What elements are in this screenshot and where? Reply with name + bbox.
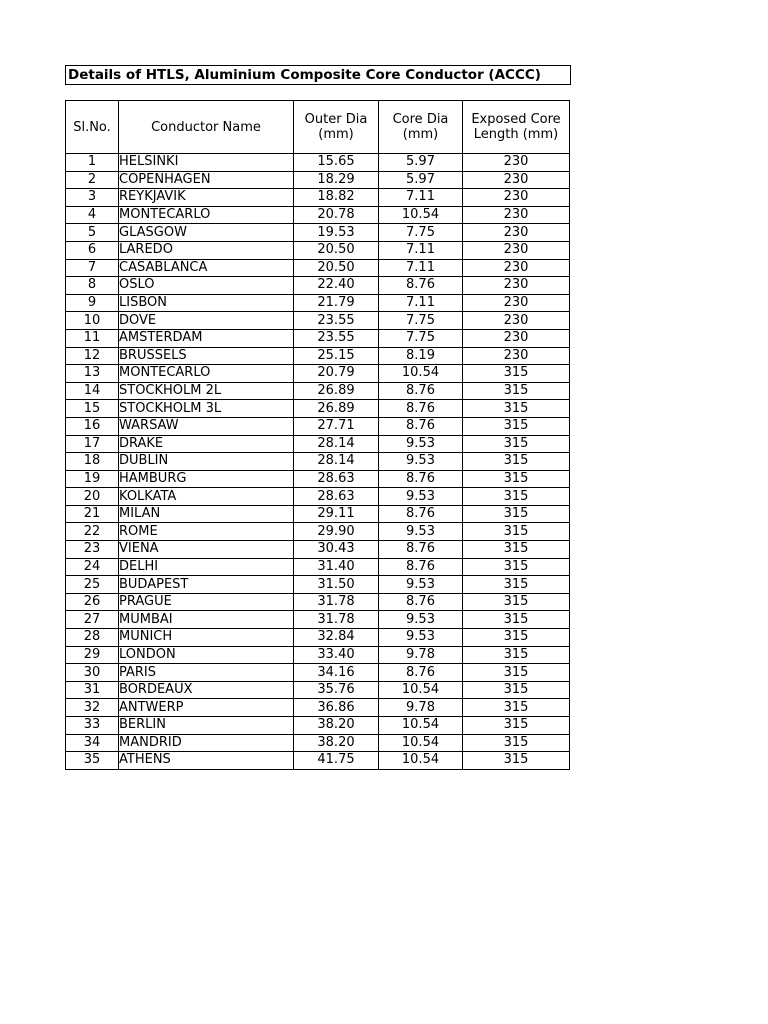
cell-core-dia: 8.76 xyxy=(379,400,463,418)
cell-exposed-core-length: 315 xyxy=(463,664,570,682)
cell-core-dia: 10.54 xyxy=(379,206,463,224)
cell-sl-no: 21 xyxy=(66,505,119,523)
cell-core-dia: 9.78 xyxy=(379,699,463,717)
header-conductor-name xyxy=(119,101,294,154)
table-row xyxy=(66,365,570,383)
cell-sl-no: 22 xyxy=(66,523,119,541)
cell-sl-no: 33 xyxy=(66,717,119,735)
cell-outer-dia: 18.82 xyxy=(294,189,379,207)
cell-core-dia: 7.75 xyxy=(379,329,463,347)
cell-core-dia: 9.53 xyxy=(379,629,463,647)
cell-core-dia: 8.76 xyxy=(379,417,463,435)
table-row xyxy=(66,523,570,541)
table-row xyxy=(66,154,570,172)
cell-sl-no: 7 xyxy=(66,259,119,277)
cell-outer-dia: 21.79 xyxy=(294,294,379,312)
cell-conductor-name: STOCKHOLM 2L xyxy=(119,382,294,400)
table-row xyxy=(66,259,570,277)
cell-sl-no: 31 xyxy=(66,681,119,699)
table-row xyxy=(66,593,570,611)
cell-sl-no: 23 xyxy=(66,541,119,559)
cell-conductor-name: ROME xyxy=(119,523,294,541)
cell-core-dia: 8.76 xyxy=(379,505,463,523)
conductor-table xyxy=(65,100,570,770)
cell-conductor-name: BRUSSELS xyxy=(119,347,294,365)
cell-exposed-core-length: 315 xyxy=(463,505,570,523)
cell-conductor-name: BUDAPEST xyxy=(119,576,294,594)
table-row xyxy=(66,277,570,295)
page-title: Details of HTLS, Aluminium Composite Core Conductor (ACCC) xyxy=(65,65,571,85)
cell-conductor-name: PRAGUE xyxy=(119,593,294,611)
cell-exposed-core-length: 315 xyxy=(463,541,570,559)
cell-sl-no: 6 xyxy=(66,241,119,259)
cell-sl-no: 25 xyxy=(66,576,119,594)
cell-exposed-core-length: 315 xyxy=(463,558,570,576)
cell-outer-dia: 34.16 xyxy=(294,664,379,682)
cell-core-dia: 9.53 xyxy=(379,576,463,594)
cell-exposed-core-length: 230 xyxy=(463,224,570,242)
header-conductor-name-label: Conductor Name xyxy=(151,119,261,135)
cell-exposed-core-length: 315 xyxy=(463,453,570,471)
cell-outer-dia: 15.65 xyxy=(294,154,379,172)
cell-core-dia: 9.53 xyxy=(379,523,463,541)
table-row xyxy=(66,664,570,682)
cell-conductor-name: LONDON xyxy=(119,646,294,664)
table-row xyxy=(66,558,570,576)
cell-conductor-name: LAREDO xyxy=(119,241,294,259)
cell-sl-no: 17 xyxy=(66,435,119,453)
cell-core-dia: 7.11 xyxy=(379,294,463,312)
cell-conductor-name: DRAKE xyxy=(119,435,294,453)
table-row xyxy=(66,470,570,488)
cell-sl-no: 26 xyxy=(66,593,119,611)
header-outer-dia-line1: Outer Dia xyxy=(304,112,368,127)
cell-outer-dia: 38.20 xyxy=(294,734,379,752)
cell-exposed-core-length: 315 xyxy=(463,734,570,752)
table-row xyxy=(66,382,570,400)
cell-exposed-core-length: 315 xyxy=(463,576,570,594)
cell-sl-no: 1 xyxy=(66,154,119,172)
cell-conductor-name: OSLO xyxy=(119,277,294,295)
cell-exposed-core-length: 230 xyxy=(463,294,570,312)
header-exposed-line1: Exposed Core xyxy=(471,112,561,127)
table-row xyxy=(66,541,570,559)
cell-outer-dia: 41.75 xyxy=(294,752,379,770)
cell-conductor-name: STOCKHOLM 3L xyxy=(119,400,294,418)
cell-core-dia: 8.76 xyxy=(379,470,463,488)
cell-sl-no: 18 xyxy=(66,453,119,471)
cell-exposed-core-length: 315 xyxy=(463,611,570,629)
cell-conductor-name: MANDRID xyxy=(119,734,294,752)
cell-sl-no: 13 xyxy=(66,365,119,383)
cell-core-dia: 10.54 xyxy=(379,717,463,735)
cell-core-dia: 8.76 xyxy=(379,558,463,576)
table-row xyxy=(66,505,570,523)
cell-sl-no: 8 xyxy=(66,277,119,295)
cell-conductor-name: HELSINKI xyxy=(119,154,294,172)
cell-outer-dia: 22.40 xyxy=(294,277,379,295)
cell-outer-dia: 35.76 xyxy=(294,681,379,699)
table-row xyxy=(66,681,570,699)
cell-outer-dia: 28.63 xyxy=(294,488,379,506)
cell-sl-no: 12 xyxy=(66,347,119,365)
cell-sl-no: 34 xyxy=(66,734,119,752)
cell-sl-no: 11 xyxy=(66,329,119,347)
cell-exposed-core-length: 315 xyxy=(463,365,570,383)
cell-outer-dia: 26.89 xyxy=(294,382,379,400)
cell-core-dia: 10.54 xyxy=(379,752,463,770)
cell-outer-dia: 36.86 xyxy=(294,699,379,717)
cell-outer-dia: 28.14 xyxy=(294,435,379,453)
cell-sl-no: 16 xyxy=(66,417,119,435)
header-outer-dia-line2: (mm) xyxy=(318,127,354,142)
cell-exposed-core-length: 230 xyxy=(463,259,570,277)
cell-exposed-core-length: 315 xyxy=(463,593,570,611)
table-row xyxy=(66,717,570,735)
cell-sl-no: 5 xyxy=(66,224,119,242)
cell-sl-no: 29 xyxy=(66,646,119,664)
cell-outer-dia: 31.40 xyxy=(294,558,379,576)
table-row xyxy=(66,224,570,242)
cell-sl-no: 2 xyxy=(66,171,119,189)
table-row xyxy=(66,752,570,770)
table-row xyxy=(66,189,570,207)
cell-outer-dia: 18.29 xyxy=(294,171,379,189)
cell-exposed-core-length: 315 xyxy=(463,629,570,647)
cell-core-dia: 7.75 xyxy=(379,312,463,330)
cell-conductor-name: MONTECARLO xyxy=(119,365,294,383)
cell-core-dia: 9.53 xyxy=(379,611,463,629)
cell-outer-dia: 25.15 xyxy=(294,347,379,365)
cell-core-dia: 9.53 xyxy=(379,488,463,506)
header-core-dia-line1: Core Dia xyxy=(392,112,449,127)
cell-conductor-name: CASABLANCA xyxy=(119,259,294,277)
cell-core-dia: 7.11 xyxy=(379,189,463,207)
cell-conductor-name: KOLKATA xyxy=(119,488,294,506)
header-sl-no-label: Sl.No. xyxy=(73,119,111,135)
cell-conductor-name: DOVE xyxy=(119,312,294,330)
cell-core-dia: 8.76 xyxy=(379,541,463,559)
cell-exposed-core-length: 230 xyxy=(463,277,570,295)
cell-outer-dia: 31.78 xyxy=(294,593,379,611)
cell-conductor-name: GLASGOW xyxy=(119,224,294,242)
cell-core-dia: 7.11 xyxy=(379,241,463,259)
cell-conductor-name: LISBON xyxy=(119,294,294,312)
header-core-dia-line2: (mm) xyxy=(402,127,439,142)
cell-core-dia: 8.76 xyxy=(379,664,463,682)
header-row xyxy=(66,101,570,154)
cell-conductor-name: BERLIN xyxy=(119,717,294,735)
cell-sl-no: 10 xyxy=(66,312,119,330)
cell-exposed-core-length: 230 xyxy=(463,241,570,259)
table-row xyxy=(66,699,570,717)
cell-conductor-name: DELHI xyxy=(119,558,294,576)
cell-conductor-name: BORDEAUX xyxy=(119,681,294,699)
cell-exposed-core-length: 315 xyxy=(463,699,570,717)
cell-exposed-core-length: 230 xyxy=(463,206,570,224)
cell-outer-dia: 29.11 xyxy=(294,505,379,523)
cell-outer-dia: 29.90 xyxy=(294,523,379,541)
cell-exposed-core-length: 315 xyxy=(463,646,570,664)
cell-sl-no: 35 xyxy=(66,752,119,770)
cell-core-dia: 8.76 xyxy=(379,277,463,295)
cell-exposed-core-length: 315 xyxy=(463,382,570,400)
cell-exposed-core-length: 315 xyxy=(463,752,570,770)
cell-core-dia: 9.78 xyxy=(379,646,463,664)
cell-core-dia: 7.11 xyxy=(379,259,463,277)
cell-outer-dia: 20.78 xyxy=(294,206,379,224)
table-row xyxy=(66,629,570,647)
cell-core-dia: 10.54 xyxy=(379,681,463,699)
cell-conductor-name: PARIS xyxy=(119,664,294,682)
cell-sl-no: 15 xyxy=(66,400,119,418)
header-sl-no xyxy=(66,101,119,154)
header-core-dia xyxy=(379,101,463,154)
cell-exposed-core-length: 315 xyxy=(463,681,570,699)
cell-exposed-core-length: 315 xyxy=(463,435,570,453)
cell-outer-dia: 19.53 xyxy=(294,224,379,242)
cell-exposed-core-length: 230 xyxy=(463,171,570,189)
cell-core-dia: 7.75 xyxy=(379,224,463,242)
cell-outer-dia: 27.71 xyxy=(294,417,379,435)
table-row xyxy=(66,294,570,312)
header-outer-dia xyxy=(294,101,379,154)
cell-exposed-core-length: 315 xyxy=(463,488,570,506)
cell-core-dia: 10.54 xyxy=(379,734,463,752)
cell-conductor-name: REYKJAVIK xyxy=(119,189,294,207)
header-exposed-core-length xyxy=(463,101,570,154)
cell-sl-no: 3 xyxy=(66,189,119,207)
cell-sl-no: 27 xyxy=(66,611,119,629)
table-row xyxy=(66,734,570,752)
table-row xyxy=(66,329,570,347)
cell-core-dia: 8.76 xyxy=(379,382,463,400)
cell-outer-dia: 31.50 xyxy=(294,576,379,594)
cell-core-dia: 9.53 xyxy=(379,453,463,471)
cell-sl-no: 9 xyxy=(66,294,119,312)
table-row xyxy=(66,241,570,259)
table-row xyxy=(66,611,570,629)
header-exposed-line2: Length (mm) xyxy=(473,127,559,142)
cell-outer-dia: 28.14 xyxy=(294,453,379,471)
table-row xyxy=(66,453,570,471)
table-row xyxy=(66,488,570,506)
cell-exposed-core-length: 315 xyxy=(463,523,570,541)
cell-sl-no: 32 xyxy=(66,699,119,717)
cell-outer-dia: 28.63 xyxy=(294,470,379,488)
cell-exposed-core-length: 230 xyxy=(463,329,570,347)
table-row xyxy=(66,417,570,435)
table-row xyxy=(66,576,570,594)
table-row xyxy=(66,435,570,453)
cell-conductor-name: HAMBURG xyxy=(119,470,294,488)
cell-sl-no: 19 xyxy=(66,470,119,488)
table-row xyxy=(66,206,570,224)
cell-conductor-name: AMSTERDAM xyxy=(119,329,294,347)
cell-exposed-core-length: 230 xyxy=(463,189,570,207)
cell-core-dia: 8.76 xyxy=(379,593,463,611)
cell-conductor-name: COPENHAGEN xyxy=(119,171,294,189)
table-body xyxy=(66,154,570,770)
cell-core-dia: 9.53 xyxy=(379,435,463,453)
cell-sl-no: 14 xyxy=(66,382,119,400)
cell-exposed-core-length: 230 xyxy=(463,312,570,330)
cell-sl-no: 4 xyxy=(66,206,119,224)
cell-sl-no: 24 xyxy=(66,558,119,576)
cell-sl-no: 28 xyxy=(66,629,119,647)
cell-outer-dia: 31.78 xyxy=(294,611,379,629)
cell-sl-no: 30 xyxy=(66,664,119,682)
cell-conductor-name: ATHENS xyxy=(119,752,294,770)
cell-outer-dia: 30.43 xyxy=(294,541,379,559)
table-row xyxy=(66,312,570,330)
cell-outer-dia: 26.89 xyxy=(294,400,379,418)
cell-core-dia: 8.19 xyxy=(379,347,463,365)
cell-exposed-core-length: 315 xyxy=(463,717,570,735)
cell-core-dia: 5.97 xyxy=(379,154,463,172)
cell-outer-dia: 32.84 xyxy=(294,629,379,647)
cell-exposed-core-length: 315 xyxy=(463,417,570,435)
cell-exposed-core-length: 230 xyxy=(463,154,570,172)
cell-conductor-name: VIENA xyxy=(119,541,294,559)
cell-outer-dia: 33.40 xyxy=(294,646,379,664)
cell-exposed-core-length: 230 xyxy=(463,347,570,365)
table-row xyxy=(66,400,570,418)
cell-outer-dia: 20.50 xyxy=(294,259,379,277)
table-row xyxy=(66,646,570,664)
cell-outer-dia: 23.55 xyxy=(294,329,379,347)
cell-exposed-core-length: 315 xyxy=(463,470,570,488)
cell-conductor-name: MILAN xyxy=(119,505,294,523)
cell-sl-no: 20 xyxy=(66,488,119,506)
cell-conductor-name: MONTECARLO xyxy=(119,206,294,224)
cell-outer-dia: 20.50 xyxy=(294,241,379,259)
cell-core-dia: 5.97 xyxy=(379,171,463,189)
table-row xyxy=(66,347,570,365)
cell-core-dia: 10.54 xyxy=(379,365,463,383)
cell-conductor-name: WARSAW xyxy=(119,417,294,435)
cell-outer-dia: 38.20 xyxy=(294,717,379,735)
cell-exposed-core-length: 315 xyxy=(463,400,570,418)
cell-outer-dia: 23.55 xyxy=(294,312,379,330)
cell-conductor-name: ANTWERP xyxy=(119,699,294,717)
cell-conductor-name: MUMBAI xyxy=(119,611,294,629)
cell-conductor-name: MUNICH xyxy=(119,629,294,647)
cell-outer-dia: 20.79 xyxy=(294,365,379,383)
table-row xyxy=(66,171,570,189)
cell-conductor-name: DUBLIN xyxy=(119,453,294,471)
